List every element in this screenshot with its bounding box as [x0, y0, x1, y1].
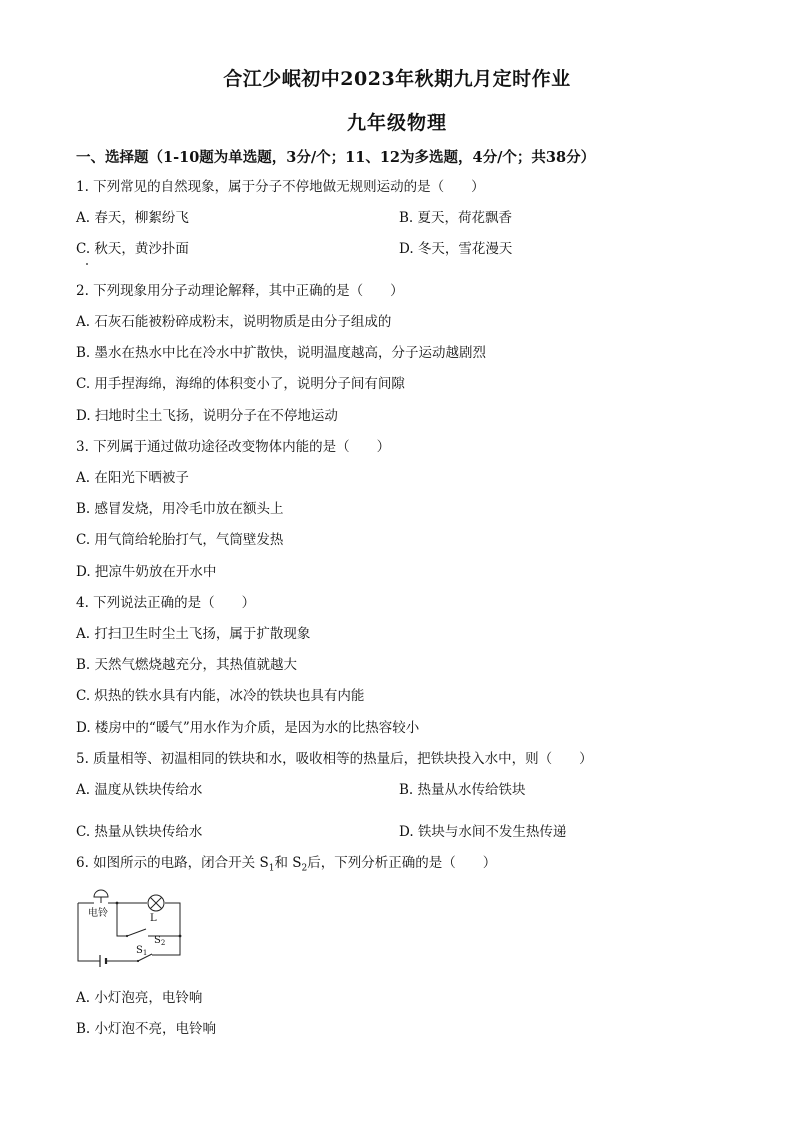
- question-3-option-b: B. 感冒发烧，用冷毛巾放在额头上: [76, 501, 284, 517]
- question-3-option-d: D. 把凉牛奶放在开水中: [76, 564, 217, 580]
- question-6-s2-subscript: 2: [301, 863, 308, 874]
- question-4-option-c: C. 炽热的铁水具有内能，冰冷的铁块也具有内能: [76, 688, 365, 704]
- switch-s2: [127, 929, 146, 936]
- bell-label: 电铃: [88, 908, 108, 919]
- junction-dot: [179, 935, 182, 938]
- bell-icon: [94, 890, 108, 897]
- lamp-label: L: [150, 913, 157, 924]
- question-3-option-c: C. 用气筒给轮胎打气，气筒壁发热: [76, 532, 284, 548]
- question-2-option-c: C. 用手捏海绵，海绵的体积变小了，说明分子间有间隙: [76, 376, 405, 392]
- question-4-option-b: B. 天然气燃烧越充分，其热值就越大: [76, 657, 298, 673]
- question-1-option-b: B. 夏天，荷花飘香: [399, 210, 513, 226]
- question-4-option-d: D. 楼房中的“暖气”用水作为介质，是因为水的比热容较小: [76, 720, 420, 736]
- question-5-option-d: D. 铁块与水间不发生热传递: [399, 824, 567, 840]
- question-4-stem: 4. 下列说法正确的是（ ）: [76, 595, 256, 611]
- section-heading: 一、选择题（1-10题为单选题，3分/个；11、12为多选题，4分/个；共38分）: [76, 149, 596, 166]
- circuit-diagram: [70, 884, 190, 970]
- question-1-option-a: A. 春天，柳絮纷飞: [76, 210, 189, 226]
- question-5-option-b: B. 热量从水传给铁块: [399, 782, 526, 798]
- question-5-option-c: C. 热量从铁块传给水: [76, 824, 203, 840]
- question-4-option-a: A. 打扫卫生时尘土飞扬，属于扩散现象: [76, 626, 311, 642]
- document-subtitle: 九年级物理: [346, 112, 447, 134]
- document-title: 合江少岷初中2023年秋期九月定时作业: [223, 68, 571, 90]
- question-3-stem: 3. 下列属于通过做功途径改变物体内能的是（ ）: [76, 439, 391, 455]
- question-6-stem-part3: 后，下列分析正确的是（ ）: [307, 855, 497, 871]
- question-2-stem: 2. 下列现象用分子动理论解释，其中正确的是（ ）: [76, 283, 404, 299]
- question-1-stem: 1. 下列常见的自然现象，属于分子不停地做无规则运动的是（ ）: [76, 179, 485, 195]
- question-6-stem-part1: 6. 如图所示的电路，闭合开关 S: [76, 855, 269, 871]
- junction-dot: [116, 902, 119, 905]
- question-6-s1-subscript: 1: [268, 863, 275, 874]
- question-6-option-a: A. 小灯泡亮，电铃响: [76, 990, 203, 1006]
- question-6-stem-part2: 和 S: [274, 855, 302, 871]
- switch-pivot: [137, 960, 139, 962]
- s2-label: $S_2$: [154, 935, 166, 947]
- question-6-option-b: B. 小灯泡不亮，电铃响: [76, 1021, 217, 1037]
- question-5-stem: 5. 质量相等、初温相同的铁块和水，吸收相等的热量后，把铁块投入水中，则（ ）: [76, 751, 593, 767]
- stray-dot: [86, 263, 88, 265]
- question-5-option-a: A. 温度从铁块传给水: [76, 782, 203, 798]
- question-2-option-a: A. 石灰石能被粉碎成粉末，说明物质是由分子组成的: [76, 314, 392, 330]
- switch-pivot: [126, 935, 128, 937]
- question-6-stem: [76, 854, 496, 878]
- s1-label: $S_1$: [136, 945, 148, 957]
- question-1-option-d: D. 冬天，雪花漫天: [399, 241, 513, 257]
- question-2-option-d: D. 扫地时尘土飞扬，说明分子在不停地运动: [76, 408, 338, 424]
- question-2-option-b: B. 墨水在热水中比在冷水中扩散快，说明温度越高，分子运动越剧烈: [76, 345, 487, 361]
- circuit-wire-s2-branch: [117, 903, 127, 936]
- question-3-option-a: A. 在阳光下晒被子: [76, 470, 189, 486]
- question-1-option-c: C. 秋天，黄沙扑面: [76, 241, 189, 257]
